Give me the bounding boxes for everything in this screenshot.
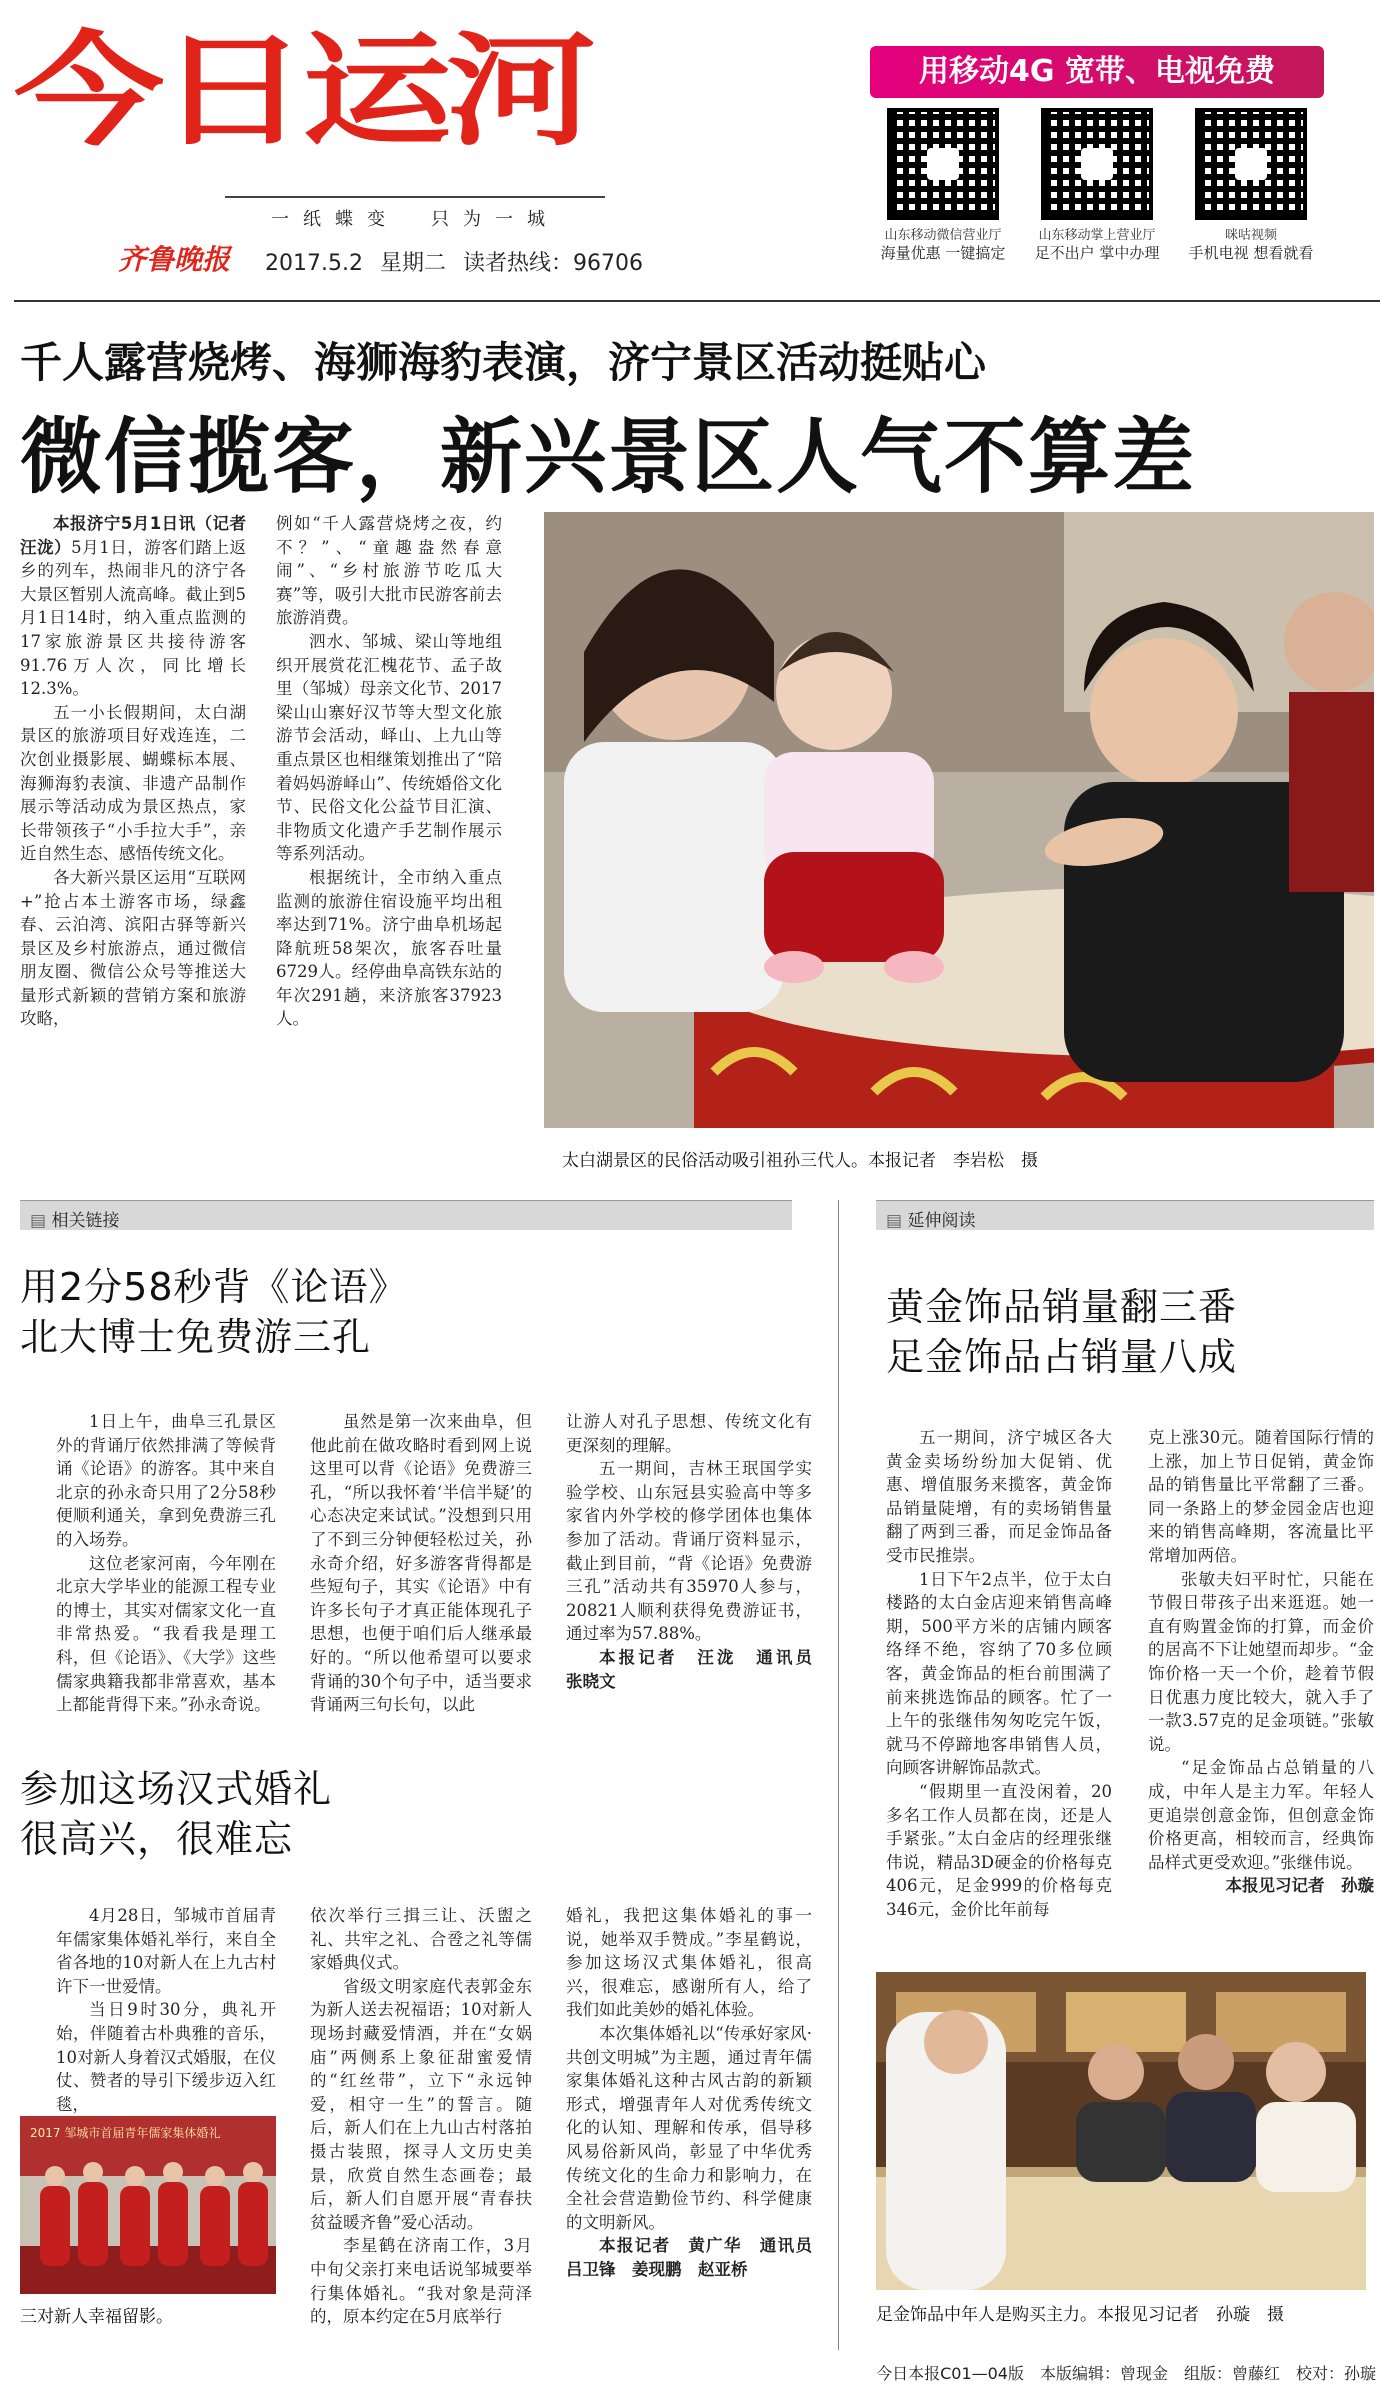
gold-photo (876, 1972, 1366, 2290)
lead-column-1: 本报济宁5月1日讯（记者 汪泷）5月1日，游客们踏上返乡的列车，热闹非凡的济宁各大景区暂别人流高峰。截止到5月1日14时，纳入重点监测的17家旅游景区共接待游客91.76万人次，同比增长12.3%。 五一小长假期间，太白湖景区的旅游项目好戏连连，二次创业摄影展、蝴蝶标本展、海狮海豹表演、非遗产品制作展示等活动成为景区热点，家长带领孩子“小手拉大手”，亲近自然生态、感悟传统文化。 各大新兴景区运用“互联网+”抢占本土游客市场，绿鑫春、云泊湾、滨阳古驿等新兴景区及乡村旅游点，通过微信朋友圈、微信公众号等推送大量形式新颖的营销方案和旅游攻略， (20, 512, 246, 1031)
masthead-slogan: 一纸蝶变 只为一城 (271, 209, 559, 230)
mobile-ad[interactable] (870, 46, 1324, 266)
paragraph: 省级文明家庭代表郭金东为新人送去祝福语；10对新人现场封藏爱情酒，并在“女娲庙”两侧系上象征甜蜜爱情的“红丝带”，立下“永远钟爱，相守一生”的誓言。随后，新人们在上九山古村落拍摄古装照，探寻人文历史美景，欣赏自然生态画卷；最后，新人们自愿开展“青春扶贫益暖齐鲁”爱心活动。 (310, 1976, 532, 2232)
paragraph: 例如“千人露营烧烤之夜，约不？”、“童趣盎然春意闹”、“乡村旅游节吃瓜大赛”等，吸引大批市民游客前去旅游消费。 (276, 514, 502, 628)
qr-tagline: 海量优惠 一键搞定 (880, 244, 1006, 262)
paragraph: “足金饰品占总销量的八成，中年人是主力军。年轻人更追崇创意金饰，但创意金饰价格更高，相较而言，经典饰品样式更受欢迎。”张继伟说。 (1148, 1758, 1374, 1872)
wedding-column-1 (56, 1904, 276, 2116)
issue-weekday: 星期二 (379, 251, 446, 276)
qr-caption: 山东移动微信营业厅 (884, 228, 1002, 243)
paragraph: 五一期间，济宁城区各大黄金卖场纷纷加大促销、优惠、增值服务来揽客，黄金饰品销量陡增，有的卖场销售量翻了两到三番，而足金饰品备受市民推崇。 (886, 1428, 1112, 1565)
jewelry-store-photo (876, 1972, 1366, 2290)
paragraph: 李星鹤在济南工作，3月中旬父亲打来电话说邹城要举行集体婚礼。“我对象是菏泽的，原本约定在5月底举行 (310, 2236, 532, 2327)
column-divider (838, 1200, 839, 2350)
lunyu-column-1 (56, 1410, 276, 1717)
story-title: 参加这场汉式婚礼 很高兴，很难忘 (20, 1767, 333, 1861)
qr-tagline: 手机电视 想看就看 (1188, 244, 1314, 262)
lunyu-column-3 (566, 1410, 829, 1693)
masthead-title: 今日运河 (14, 20, 591, 164)
byline: 本报记者 黄广华 通讯员 吕卫锋 姜现鹏 赵亚桥 (566, 2236, 829, 2279)
wedding-photo-caption: 三对新人幸福留影。 (20, 2307, 173, 2327)
paragraph: “假期里一直没闲着，20多名工作人员都在岗，还是人手紧张。”太白金店的经理张继伟说，精品3D硬金的价格每克406元，足金999的价格每克346元，金价比年前每 (886, 1781, 1112, 1919)
byline: 本报记者 汪泷 通讯员 张晓文 (566, 1647, 829, 1691)
slogan-rule (225, 196, 605, 198)
paragraph: 当日9时30分，典礼开始，伴随着古朴典雅的音乐，10对新人身着汉式婚服，在仪仗、赞者的导引下缓步迈入红毯， (56, 2000, 276, 2114)
wedding-photo (20, 2116, 276, 2294)
qr-code-icon[interactable] (1195, 108, 1307, 220)
gold-column-2 (1148, 1426, 1374, 1898)
issue-date: 2017.5.2 (265, 251, 363, 276)
paragraph: 各大新兴景区运用“互联网+”抢占本土游客市场，绿鑫春、云泊湾、滨阳古驿等新兴景区及乡村旅游点，通过微信朋友圈、微信公众号等推送大量形式新颖的营销方案和旅游攻略， (20, 867, 246, 1029)
paragraph: 克上涨30元。随着国际行情的上涨，加上节日促销，黄金饰品的销售量比平常翻了三番。同一条路上的梦金园金店也迎来的销售高峰期，客流量比平常增加两倍。 (1148, 1428, 1374, 1565)
section-bar-extended (876, 1200, 1374, 1230)
paragraph: 婚礼，我把这集体婚礼的事一说，她举双手赞成。”李星鹤说，参加这场汉式集体婚礼，很高兴，很难忘，感谢所有人，给了我们如此美妙的婚礼体验。 (566, 1906, 812, 2020)
gold-column-1 (886, 1426, 1112, 1921)
paragraph: 张敏夫妇平时忙，只能在节假日带孩子出来逛逛。她一直有购置金饰的打算，而金价的居高不下让她望而却步。“金饰价格一天一个价，趁着节假日优惠力度比较大，就入手了一款3.57克的足金项链。”张敏说。 (1148, 1569, 1374, 1754)
family-drum-photo (544, 512, 1374, 1128)
reader-hotline: 读者热线：96706 (462, 251, 643, 276)
paragraph: 4月28日，邹城市首届青年儒家集体婚礼举行，来自全省各地的10对新人在上九古村许下一世爱情。 (56, 1906, 276, 1996)
paragraph: 1日上午，曲阜三孔景区外的背诵厅依然排满了等候背诵《论语》的游客。其中来自北京的孙永奇只用了2分58秒便顺利通关，拿到免费游三孔的入场券。 (56, 1412, 276, 1549)
paragraph: 根据统计，全市纳入重点监测的旅游住宿设施平均出租率达到71%。济宁曲阜机场起降航班58架次，旅客吞吐量6729人。经停曲阜高铁东站的年次291趟，来济旅客37923人。 (276, 867, 502, 1029)
qr-code-icon[interactable] (887, 108, 999, 220)
section-bar-related (20, 1200, 792, 1230)
lead-dateline: 本报济宁5月1日讯（记者 汪泷） (20, 514, 263, 557)
wedding-couples-photo (20, 2116, 276, 2294)
lead-column-2 (276, 512, 502, 1031)
paragraph: 五一小长假期间，太白湖景区的旅游项目好戏连连，二次创业摄影展、蝴蝶标本展、海狮海豹表演、非遗产品制作展示等活动成为景区热点，家长带领孩子“小手拉大手”，亲近自然生态、感悟传统文化。 (20, 702, 246, 864)
story-title: 用2分58秒背《论语》 北大博士免费游三孔 (20, 1265, 408, 1359)
paragraph: 虽然是第一次来曲阜，但他此前在做攻略时看到网上说这里可以背《论语》免费游三孔，“所以我怀着‘半信半疑’的心态决定来试试。”没想到只用了不到三分钟便轻松过关，孙永奇介绍，好多游客背得都是些短句子，其实《论语》中有许多长句子才真正能体现孔子思想，也便于咱们后人继承最好的。“所以他希望可以要求背诵的30个句子中，适当要求背诵两三句长句，以此 (310, 1412, 532, 1715)
wedding-photo-banner: 2017 邹城市首届青年儒家集体婚礼 (30, 2126, 221, 2140)
qr-code-icon[interactable] (1041, 108, 1153, 220)
paragraph: 让游人对孔子思想、传统文化有更深刻的理解。 (566, 1412, 812, 1455)
section-label-related: ▤ 相关链接 (30, 1206, 119, 1231)
qr-caption: 咪咕视频 (1224, 228, 1277, 243)
section-label-extended: ▤ 延伸阅读 (886, 1206, 975, 1231)
wedding-column-2 (310, 1904, 532, 2329)
issue-dateline (265, 246, 643, 277)
paragraph: 这位老家河南，今年刚在北京大学毕业的能源工程专业的博士，其实对儒家文化一直非常热爱。“我看我是理工科，但《论语》、《大学》这些儒家典籍我都非常喜欢，基本上都能背得下来。”孙永奇说。 (56, 1553, 276, 1715)
paragraph: 泗水、邹城、梁山等地组织开展赏花汇槐花节、孟子故里（邹城）母亲文化节、2017梁山山寨好汉节等大型文化旅游节会活动，峄山、上九山等重点景区也相继策划推出了“陪着妈妈游峄山”、传统婚俗文化节、民俗文化公益节目汇演、非物质文化遗产手艺制作展示等系列活动。 (276, 631, 502, 864)
gold-photo-caption: 足金饰品中年人是购买主力。本报见习记者 孙璇 摄 (876, 2305, 1284, 2325)
story-title: 黄金饰品销量翻三番 足金饰品占销量八成 (886, 1285, 1238, 1379)
lead-photo-caption: 太白湖景区的民俗活动吸引祖孙三代人。本报记者 李岩松 摄 (562, 1151, 1038, 1171)
brand-logo: 齐鲁晚报 (118, 243, 231, 276)
paragraph: 五一期间，吉林王珉国学实验学校、山东冠县实验高中等多家省内外学校的修学团体也集体参加了活动。背诵厅资料显示，截止到目前，“背《论语》免费游三孔”活动共有35970人参与，20821人顺利获得免费游证书，通过率为57.88%。 (566, 1459, 812, 1644)
paragraph: 1日下午2点半，位于太白楼路的太白金店迎来销售高峰期，500平方米的店铺内顾客络绎不绝，容纳了70多位顾客，黄金饰品的柜台前围满了前来挑选饰品的顾客。忙了一上午的张继伟匆匆吃完午饭，就马不停蹄地客串销售人员，向顾客讲解饰品款式。 (886, 1569, 1112, 1778)
qr-caption: 山东移动掌上营业厅 (1038, 228, 1156, 243)
byline: 本报见习记者 孙璇 (1225, 1876, 1374, 1896)
page-footer: 今日本报C01—04版 本版编辑：曾现金 组版：曾藤红 校对：孙璇 (876, 2364, 1376, 2383)
paragraph: 依次举行三揖三让、沃盥之礼、共牢之礼、合卺之礼等儒家婚典仪式。 (310, 1906, 532, 1973)
qr-tagline: 足不出户 掌中办理 (1034, 244, 1160, 262)
lunyu-column-2 (310, 1410, 532, 1717)
lead-photo (544, 512, 1374, 1128)
paragraph: 本次集体婚礼以“传承好家风·共创文明城”为主题，通过青年儒家集体婚礼这种古风古韵的新颖形式，增强青年人对优秀传统文化的认知、理解和传承，倡导移风易俗新风尚，彰显了中华优秀传统文化的生命力和影响力，在全社会营造勤俭节约、科学健康的文明新风。 (566, 2023, 812, 2232)
ad-banner: 用移动4G 宽带、电视免费 (870, 46, 1324, 98)
lead-kicker: 千人露营烧烤、海狮海豹表演，济宁景区活动挺贴心 (20, 338, 987, 387)
wedding-column-3 (566, 1904, 829, 2282)
masthead-rule (14, 300, 1380, 302)
lead-headline: 微信揽客，新兴景区人气不算差 (20, 410, 1197, 505)
